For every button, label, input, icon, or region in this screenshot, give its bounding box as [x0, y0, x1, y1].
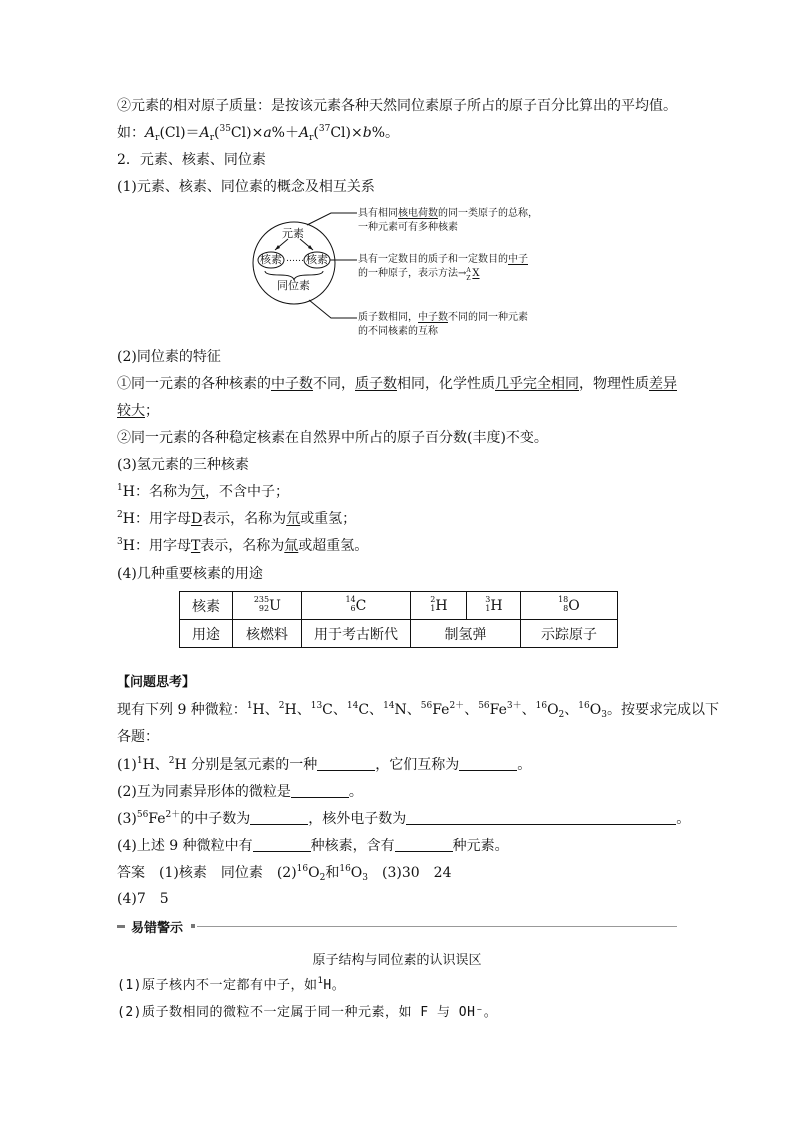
answer-line-2: (4)7 5 — [117, 891, 169, 907]
divider — [117, 925, 125, 928]
answer-blank[interactable] — [459, 756, 517, 771]
answer-blank[interactable] — [317, 756, 375, 771]
question-intro: 现有下列 9 种微粒：$^1$H、$^2$H、$^{13}$C、$^{14}$C、$^{14}$N、$^{56}Fe^{2+}$、$^{56}Fe^{3+}$、$^{16}O_2$、$^{16}O_3$。按要求完成以下 — [117, 701, 719, 720]
warning-item-2: (2)质子数相同的微粒不一定属于同一种元素，如 F 与 OH⁻。 — [117, 1005, 498, 1020]
hydrogen-heading: (3)氢元素的三种核素 — [117, 457, 249, 473]
features-heading: (2)同位素的特征 — [117, 349, 221, 365]
hydrogen-deuterium: $^2$H：用字母D表示，名称为氘或重氢； — [117, 510, 357, 527]
warning-label: 易错警示 — [131, 921, 184, 936]
question-title: 【问题思考】 — [117, 675, 196, 690]
subsection-heading: (1)元素、核素、同位素的概念及相互关系 — [117, 179, 375, 195]
nuclide-uses-table — [179, 591, 618, 648]
answer-blank[interactable] — [253, 837, 311, 852]
features-line-3: ②同一元素的各种稳定核素在自然界中所占的原子百分数(丰度)不变。 — [117, 430, 548, 446]
label-dots: …… — [286, 254, 304, 264]
note-nuclide: 具有一定数目的质子和一定数目的中子 — [358, 254, 528, 265]
label-hesu-left: 核素 — [260, 253, 282, 266]
answer-blank[interactable] — [291, 783, 349, 798]
table-cell: 核燃料 — [233, 620, 302, 648]
answer-blank[interactable] — [395, 837, 453, 852]
table-cell: 制氢弹 — [411, 620, 521, 648]
warning-title: 原子结构与同位素的认识误区 — [312, 953, 482, 968]
note-isotope-2: 的不同核素的互称 — [358, 326, 438, 337]
label-yuansu: 元素 — [282, 227, 304, 240]
table-cell: 14 6 C — [302, 592, 411, 620]
question-2: (2)互为同素异形体的微粒是 。 — [117, 784, 363, 800]
warning-banner — [117, 916, 677, 936]
note-nuclide-2: 的一种原子，表示方法→ A Z X — [358, 267, 480, 282]
label-hesu-right: 核素 — [306, 253, 328, 266]
table-cell: 用于考古断代 — [302, 620, 411, 648]
warning-item-1: (1)原子核内不一定都有中子，如$^1$H。 — [117, 976, 346, 993]
divider — [191, 924, 195, 928]
paragraph-relative-atomic-mass: ②元素的相对原子质量：是按该元素各种天然同位素原子所占的原子百分比算出的平均值。 — [117, 98, 677, 114]
hydrogen-tritium: $^3$H：用字母T表示，名称为氚或超重氢。 — [117, 537, 369, 554]
answer-blank[interactable] — [250, 810, 308, 825]
question-4: (4)上述 9 种微粒中有 种核素，含有 种元素。 — [117, 838, 509, 854]
features-line-1: ①同一元素的各种核素的中子数不同，质子数相同，化学性质几乎完全相同，物理性质差异 — [117, 376, 677, 392]
label-tongweisu: 同位素 — [277, 279, 310, 292]
answer-line-1: 答案 (1)核素 同位素 $(2)^{16}O_2$和$^{16}O_3$ (3)30 24 — [117, 864, 452, 883]
table-cell: 用途 — [180, 620, 233, 648]
hydrogen-protium: $^1$H：名称为氕，不含中子； — [117, 483, 289, 500]
features-line-2: 较大； — [117, 403, 159, 419]
table-row — [180, 592, 618, 620]
note-isotope: 质子数相同，中子数不同的同一种元素 — [358, 312, 528, 323]
question-intro-2: 各题： — [117, 729, 159, 745]
note-element: 具有相同核电荷数的同一类原子的总称， — [358, 208, 538, 219]
question-3: $(3)^{56}Fe^{2+}$的中子数为 ，核外电子数为 。 — [117, 810, 691, 827]
uses-heading: (4)几种重要核素的用途 — [117, 566, 263, 582]
formula-example-cl: 如：$A_r(Cl)=A_r(^{35}Cl)\times a\%+A_r(^{37}Cl)\times b\%$。 — [117, 124, 400, 143]
section-heading: 2．元素、核素、同位素 — [117, 152, 266, 168]
concept-diagram — [245, 205, 565, 335]
table-cell: 18 8 O — [521, 592, 618, 620]
table-cell: 3 1 H — [467, 592, 521, 620]
note-element-2: 一种元素可有多种核素 — [358, 222, 458, 233]
table-cell: 核素 — [180, 592, 233, 620]
table-cell: 235 92 U — [233, 592, 302, 620]
table-cell: 2 1 H — [411, 592, 467, 620]
table-row — [180, 620, 618, 648]
table-cell: 示踪原子 — [521, 620, 618, 648]
answer-blank[interactable] — [406, 810, 676, 825]
question-1: $(1)^1H$、$^2$H 分别是氢元素的一种 ，它们互称为 。 — [117, 756, 532, 773]
divider — [197, 926, 677, 927]
